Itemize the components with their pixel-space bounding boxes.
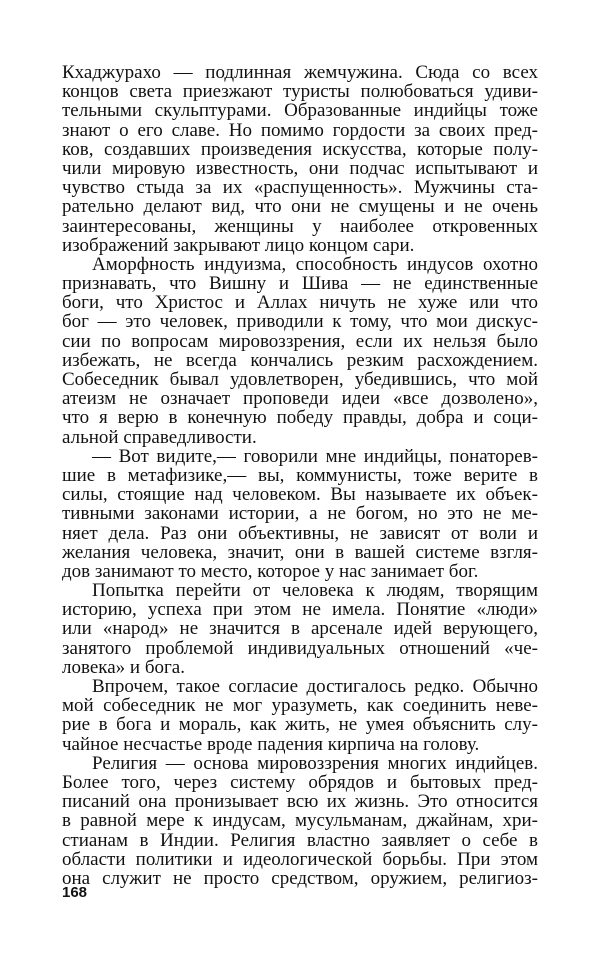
text-line: чайное несчастье вроде падения кирпича на голову. <box>62 733 480 755</box>
text-line: мой собеседник не мог уразуметь, как соединить неве- <box>62 695 538 717</box>
page-number: 168 <box>62 884 88 901</box>
text-line: Собеседник бывал удовлетворен, убедившись, что мой <box>62 369 538 390</box>
text-line: сии по вопросам мировоззрения, если их нельзя было <box>62 330 538 352</box>
text-line: в равной мере к индусам, мусульманам, джайнам, хри- <box>62 810 538 832</box>
text-line: желания человека, значит, они в вашей системе взгля- <box>62 541 538 563</box>
text-line: Впрочем, такое согласие достигалось редко. Обычно <box>92 676 538 697</box>
paragraph <box>62 581 538 677</box>
text-line: атеизм не означает проповеди идеи «все дозволено», <box>62 388 538 410</box>
text-line: ков, создавших произведения искусства, которые полу- <box>62 138 538 160</box>
text-line: Религия — основа мировоззрения многих индийцев. <box>92 752 538 774</box>
paragraph <box>62 63 538 255</box>
paragraph <box>62 255 538 447</box>
text-line: чувство стыда за их «распущенность». Мужчины ста- <box>62 177 538 199</box>
text-line: чили мировую известность, они подчас испытывают и <box>62 157 538 179</box>
text-line: изображений закрывают лицо концом сари. <box>62 234 415 256</box>
text-line: шие в метафизике,— вы, коммунисты, тоже верите в <box>62 464 538 486</box>
text-line: рательно делают вид, что они не смущены и не очень <box>62 196 538 218</box>
text-line: бог — это человек, приводили к тому, что мои дискус- <box>62 311 538 333</box>
text-line: стианам в Индии. Религия властно заявляет о себе в <box>62 829 538 851</box>
text-line: тивными законами истории, а не богом, но это не ме- <box>62 503 538 525</box>
text-line: боги, что Христос и Аллах ничуть не хуже или что <box>62 292 538 314</box>
text-line: она служит не просто средством, оружием, религиоз- <box>62 867 538 889</box>
paragraph <box>62 447 538 581</box>
text-line: Попытка перейти от человека к людям, творящим <box>92 580 538 602</box>
text-line: няет дела. Раз они объективны, не зависят от воли и <box>62 522 538 544</box>
text-line: знают о его славе. Но помимо гордости за своих пред- <box>62 119 538 141</box>
text-line: Более того, через систему обрядов и бытовых пред- <box>62 771 538 793</box>
text-line: признавать, что Вишну и Шива — не единственные <box>62 273 538 295</box>
page-body-text <box>62 63 538 888</box>
text-line: что я верю в конечную победу правды, добра и соци- <box>62 407 538 429</box>
text-line: занятого проблемой индивидуальных отношений «че- <box>62 637 538 659</box>
text-line: Кхаджурахо — подлинная жемчужина. Сюда со всех <box>62 62 538 83</box>
text-line: писаний она пронизывает всю их жизнь. Это относится <box>62 791 538 813</box>
text-line: ловека» и бога. <box>62 656 185 678</box>
paragraph <box>62 677 538 754</box>
text-line: историю, успеха при этом не имела. Понятие «люди» <box>62 599 538 621</box>
text-line: альной справедливости. <box>62 426 257 448</box>
text-line: рие в бога и мораль, как жить, не умея объяснить слу- <box>62 714 538 736</box>
text-line: — Вот видите,— говорили мне индийцы, понаторев- <box>92 445 538 467</box>
text-line: или «народ» не значится в арсенале идей верующего, <box>62 618 538 640</box>
text-line: дов занимают то место, которое у нас занимает бог. <box>62 560 479 582</box>
text-line: заинтересованы, женщины у наиболее откровенных <box>62 215 538 237</box>
text-line: концов света приезжают туристы полюбоваться удиви- <box>62 81 538 103</box>
text-line: Аморфность индуизма, способность индусов охотно <box>92 253 538 275</box>
text-line: области политики и идеологической борьбы. При этом <box>62 848 538 870</box>
text-line: тельными скульптурами. Образованные индийцы тоже <box>62 100 538 122</box>
paragraph <box>62 754 538 888</box>
text-line: избежать, не всегда кончались резким расхождением. <box>62 349 538 371</box>
text-line: силы, стоящие над человеком. Вы называете их объек- <box>62 484 538 506</box>
